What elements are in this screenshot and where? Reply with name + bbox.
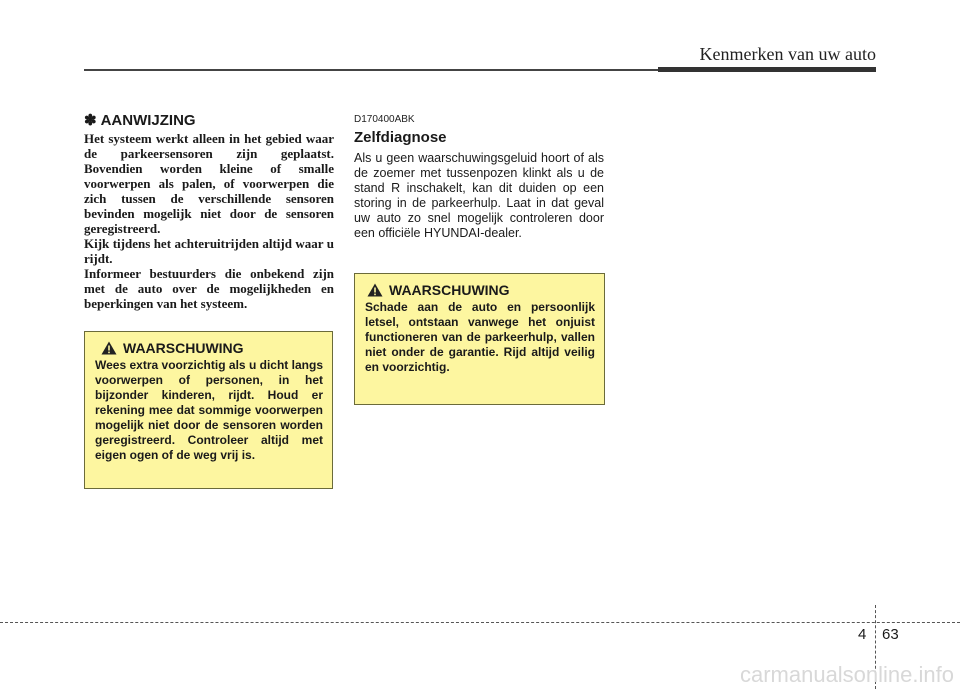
warning-heading	[95, 340, 323, 356]
warning-text: Wees extra voorzichtig als u dicht langs voorwerpen of personen, in het bijzonder kinderen, rijdt. Houd er rekening mee dat sommige voorwerpen mogelijk niet door de sensoren worden geregistreerd. Controleer altijd met eigen ogen of de weg vrij is.	[95, 358, 323, 462]
note-body	[84, 131, 334, 311]
warning-triangle-icon	[101, 341, 117, 355]
asterisk-icon: ✽	[84, 112, 97, 129]
warning-heading	[365, 282, 595, 298]
page-number: 63	[882, 626, 899, 643]
note-paragraph: Kijk tijdens het achteruitrijden altijd waar u rijdt.	[84, 236, 334, 266]
warning-box-right	[354, 273, 605, 405]
note-paragraph: Informeer bestuurders die onbekend zijn met de auto over de mogelijkheden en beperkingen van het systeem.	[84, 266, 334, 311]
warning-triangle-icon	[367, 283, 383, 297]
watermark: carmanualsonline.info	[739, 662, 954, 687]
section-body: Als u geen waarschuwingsgeluid hoort of als de zoemer met tussenpozen klinkt als u de stand R inschakelt, kan dit duiden op een storing in de parkeerhulp. Laat in dat geval uw auto zo snel mogelijk controleren door een officiële HYUNDAI-dealer.	[354, 151, 604, 240]
warning-box-left	[84, 331, 333, 489]
chapter-title: Kenmerken van uw auto	[699, 44, 876, 64]
chapter-number: 4	[858, 626, 867, 643]
section-title: Zelfdiagnose	[354, 129, 447, 146]
section-code: D170400ABK	[354, 114, 415, 125]
header-rule-accent	[658, 67, 876, 72]
note-heading-label: AANWIJZING	[100, 112, 196, 129]
footer-rule	[0, 622, 960, 623]
warning-heading-label: WAARSCHUWING	[389, 282, 510, 298]
note-paragraph: Het systeem werkt alleen in het gebied waar de parkeersensoren zijn geplaatst. Bovendien worden kleine of smalle voorwerpen als palen, of voorwerpen die zich tussen de verschillende sensoren bevinden mogelijk niet door de sensoren geregistreerd.	[84, 131, 334, 236]
warning-heading-label: WAARSCHUWING	[123, 340, 244, 356]
note-heading	[84, 111, 196, 129]
warning-text: Schade aan de auto en persoonlijk letsel, ontstaan vanwege het onjuist functioneren van de parkeerhulp, vallen niet onder de garantie. Rijd altijd veilig en voorzichtig.	[365, 300, 595, 374]
